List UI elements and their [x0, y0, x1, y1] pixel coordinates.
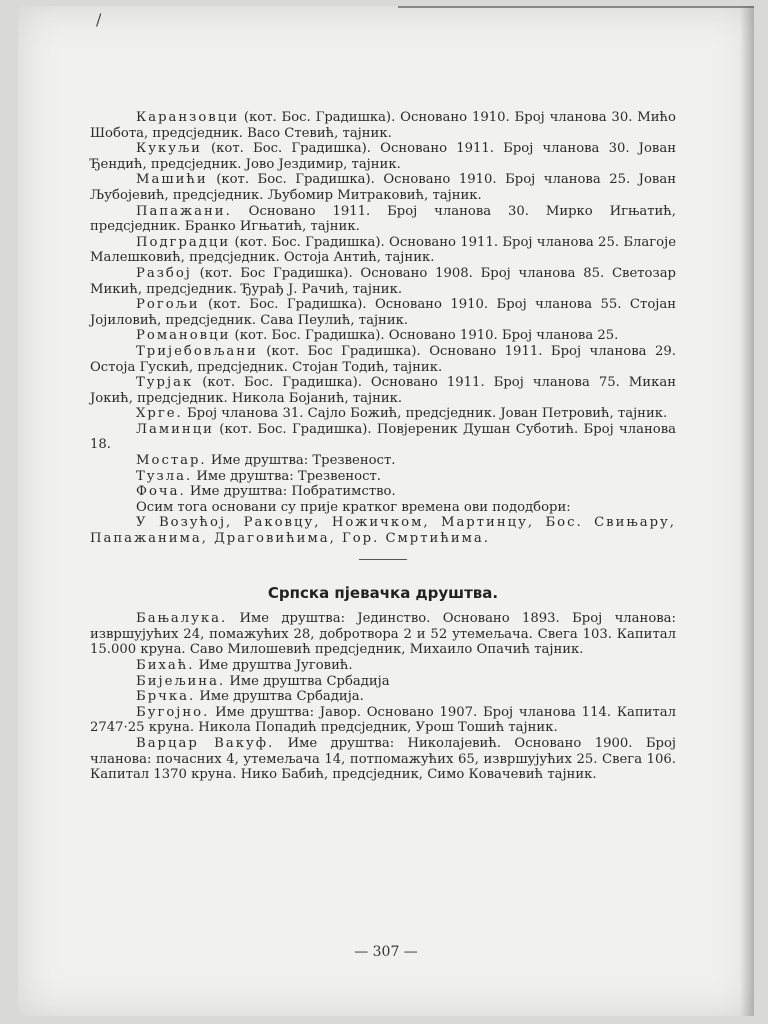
- entry-paragraph: [90, 611, 676, 658]
- entry-place-name: Варцар Вакуф.: [136, 735, 275, 751]
- entry-text: Име друштва Србадија.: [195, 689, 364, 705]
- page-content: [90, 110, 676, 783]
- document-page: [18, 6, 754, 1016]
- entry-text: Име друштва: Трезвеност.: [192, 468, 381, 484]
- entry-paragraph: [90, 375, 676, 406]
- entry-place-name: Папажани.: [136, 203, 232, 219]
- entry-place-name: Турјак: [136, 375, 194, 391]
- entry-place-name: Каранзовци: [136, 110, 239, 125]
- page-number: — 307 —: [354, 944, 418, 960]
- singing-society-entries: [90, 611, 676, 783]
- entry-paragraph: [90, 689, 676, 705]
- closing-note: Осим тога основани су прије кратког времена ови пододбори:: [136, 499, 571, 515]
- corner-mark: /: [96, 10, 102, 29]
- entry-text: Име друштва: Јединство. Основано 1893. Број чланова: извршујућих 24, помажућих 28, добротвора 2 и 52 утемељача. Свега 103. Капитал 15.000 круна. Саво Милошевић предсједник, Михаило Опачић тајник.: [90, 611, 676, 658]
- entry-place-name: Рогољи: [136, 297, 200, 313]
- entry-text: Име друштва: Николајевић. Основано 1900. Број чланова: почасних 4, утемељача 14, потпомажућих 65, извршујућих 25. Свега 106. Капитал 1370 круна. Нико Бабић, предсједник, Симо Ковачевић тајник.: [90, 735, 676, 783]
- entry-place-name: Бијељина.: [136, 673, 226, 689]
- entry-text: Број чланова 31. Сајло Божић, предсједник. Јован Петровић, тајник.: [182, 406, 668, 422]
- entry-paragraph: [90, 658, 676, 674]
- entry-paragraph: [90, 469, 676, 485]
- entry-paragraph: [90, 484, 676, 500]
- section-divider: [359, 559, 407, 560]
- entry-place-name: Фоча.: [136, 484, 186, 500]
- entry-text: Име друштва: Трезвеност.: [206, 453, 396, 469]
- entry-paragraph: [90, 172, 676, 203]
- entry-paragraph: [90, 674, 676, 690]
- entry-paragraph: [90, 235, 676, 266]
- entry-place-name: Машићи: [136, 172, 208, 188]
- entry-paragraph: [90, 141, 676, 172]
- entry-paragraph: [90, 705, 676, 736]
- entry-text: (кот. Бос Градишка). Основано 1908. Број чланова 85. Светозар Микић, предсједник. Ђурађ Ј. Рачић, тајник.: [90, 265, 676, 297]
- entry-place-name: Кукуљи: [136, 141, 202, 157]
- entry-text: (кот. Бос. Градишка). Основано 1910. Број чланова 30. Мићо Шобота, предсједник. Васо Стевић, тајник.: [90, 110, 676, 141]
- society-entries: [90, 110, 676, 500]
- entry-place-name: Тријебовљани: [136, 343, 258, 359]
- entry-place-name: Разбој: [136, 265, 192, 281]
- entry-place-name: Хрге.: [136, 406, 183, 422]
- entry-paragraph: [90, 344, 676, 375]
- entry-text: (кот. Бос. Градишка). Основано 1910. Број чланова 55. Стојан Јојиловић, предсједник. Сава Пеулић, тајник.: [90, 297, 676, 328]
- entry-place-name: Бихаћ.: [136, 658, 195, 673]
- entry-text: Основано 1911. Број чланова 30. Мирко Игњатић, предсједник. Бранко Игњатић, тајник.: [90, 203, 676, 235]
- entry-text: (кот. Бос. Градишка). Основано 1910. Број чланова 25. Јован Љубојевић, предсједник. Љубомир Митраковић, тајник.: [90, 172, 676, 203]
- entry-text: Име друштва: Побратимство.: [185, 484, 396, 500]
- entry-place-name: Подградци: [136, 234, 231, 250]
- entry-text: (кот. Бос. Градишка). Основано 1911. Број чланова 75. Микан Јокић, предсједник. Никола Бојанић, тајник.: [90, 375, 676, 406]
- entry-paragraph: [90, 422, 676, 453]
- entry-text: Име друштва Србадија: [225, 673, 390, 689]
- entry-paragraph: [90, 204, 676, 235]
- entry-text: (кот. Бос. Градишка). Повјереник Душан Суботић. Број чланова 18.: [90, 421, 676, 453]
- section-title: Српска пјевачка друштва.: [267, 583, 499, 602]
- entry-place-name: Бањалука.: [136, 611, 228, 627]
- entry-place-name: Ламинци: [136, 421, 214, 437]
- entry-paragraph: [90, 406, 676, 422]
- entry-place-name: Брчка.: [136, 689, 196, 705]
- entry-text: (кот. Бос Градишка). Основано 1911. Број чланова 29. Остоја Гускић, предсједник. Стојан Тодић, тајник.: [90, 343, 676, 375]
- entry-paragraph: [90, 453, 676, 469]
- entry-paragraph: [90, 110, 676, 141]
- closing-places: У Возућој, Раковцу, Ножичком, Мартинцу, Бос. Свињару, Папажанима, Драговићима, Гор. Смртићима.: [90, 515, 676, 547]
- entry-paragraph: [90, 266, 676, 297]
- entry-text: Име друштва: Јавор. Основано 1907. Број чланова 114. Капитал 2747·25 круна. Никола Попадић предсједник, Урош Тошић тајник.: [90, 704, 676, 736]
- entry-place-name: Тузла.: [136, 468, 193, 484]
- entry-place-name: Мостар.: [136, 453, 207, 469]
- entry-text: Име друштва Југовић.: [194, 658, 353, 673]
- entry-text: (кот. Бос. Градишка). Основано 1911. Број чланова 30. Јован Ђендић, предсједник. Јово Јездимир, тајник.: [90, 141, 676, 172]
- entry-place-name: Романовци: [136, 328, 231, 344]
- entry-paragraph: [90, 328, 676, 344]
- entry-paragraph: [90, 736, 676, 783]
- entry-paragraph: [90, 297, 676, 328]
- entry-place-name: Бугојно.: [136, 704, 210, 720]
- entry-text: (кот. Бос. Градишка). Основано 1911. Број чланова 25. Благоје Малешковић, предсједник. Остоја Антић, тајник.: [90, 234, 676, 266]
- entry-text: (кот. Бос. Градишка). Основано 1910. Број чланова 25.: [230, 328, 619, 344]
- page-edge-line: [398, 6, 754, 8]
